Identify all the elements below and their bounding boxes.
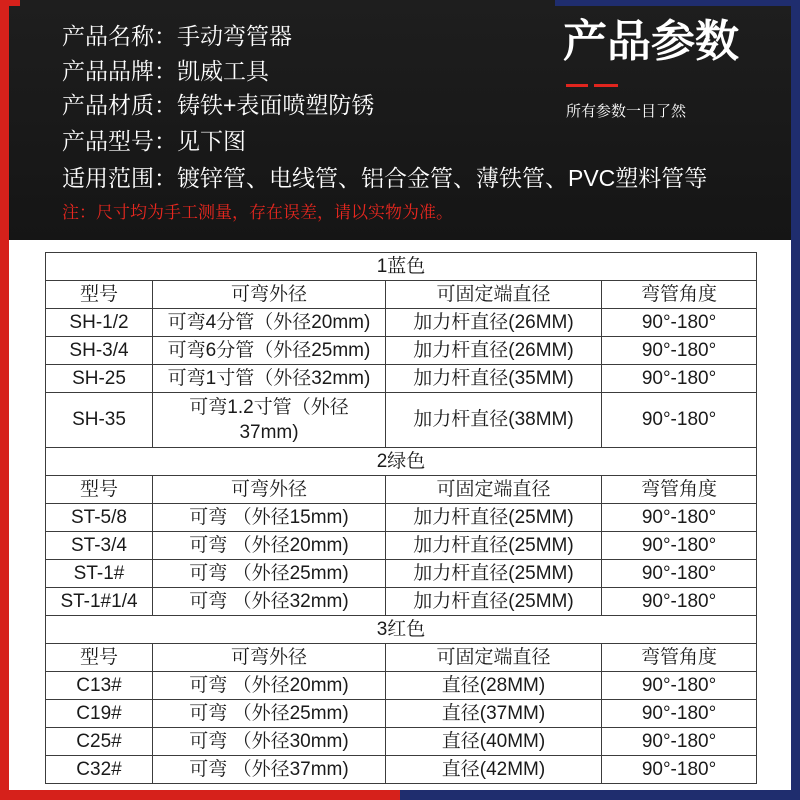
cell-angle: 90°-180° bbox=[602, 756, 757, 784]
col-header-model: 型号 bbox=[46, 281, 153, 309]
col-header-model: 型号 bbox=[46, 476, 153, 504]
cell-bend-od: 可弯4分管（外径20mm) bbox=[153, 309, 386, 337]
col-header-fixed-diameter: 可固定端直径 bbox=[386, 281, 602, 309]
cell-bend-od: 可弯 （外径32mm) bbox=[153, 588, 386, 616]
table-row bbox=[46, 504, 757, 532]
cell-model: ST-3/4 bbox=[46, 532, 153, 560]
cell-bend-od: 可弯 （外径15mm) bbox=[153, 504, 386, 532]
bottom-left-accent-bar bbox=[0, 790, 400, 800]
col-header-angle: 弯管角度 bbox=[602, 476, 757, 504]
cell-bend-od: 可弯 （外径20mm) bbox=[153, 532, 386, 560]
header-row bbox=[46, 644, 757, 672]
cell-model: SH-25 bbox=[46, 365, 153, 393]
cell-angle: 90°-180° bbox=[602, 337, 757, 365]
col-header-fixed-diameter: 可固定端直径 bbox=[386, 644, 602, 672]
cell-angle: 90°-180° bbox=[602, 672, 757, 700]
accent-dash bbox=[594, 84, 618, 87]
section-row-green bbox=[46, 448, 757, 476]
section-heading: 产品参数 bbox=[563, 17, 739, 66]
cell-model: ST-1# bbox=[46, 560, 153, 588]
section-subheading: 所有参数一目了然 bbox=[566, 103, 687, 120]
table-row bbox=[46, 365, 757, 393]
cell-model: SH-35 bbox=[46, 393, 153, 448]
cell-fixed-diameter: 加力杆直径(26MM) bbox=[386, 337, 602, 365]
col-header-fixed-diameter: 可固定端直径 bbox=[386, 476, 602, 504]
cell-bend-od: 可弯1.2寸管（外径 37mm) bbox=[153, 393, 386, 448]
cell-model: C19# bbox=[46, 700, 153, 728]
cell-fixed-diameter: 加力杆直径(35MM) bbox=[386, 365, 602, 393]
accent-dash bbox=[566, 84, 588, 87]
cell-angle: 90°-180° bbox=[602, 588, 757, 616]
cell-model: ST-1#1/4 bbox=[46, 588, 153, 616]
cell-angle: 90°-180° bbox=[602, 700, 757, 728]
cell-bend-od: 可弯6分管（外径25mm) bbox=[153, 337, 386, 365]
table-row bbox=[46, 309, 757, 337]
cell-model: ST-5/8 bbox=[46, 504, 153, 532]
cell-angle: 90°-180° bbox=[602, 532, 757, 560]
right-accent-stripe bbox=[791, 0, 800, 800]
cell-angle: 90°-180° bbox=[602, 728, 757, 756]
table-row bbox=[46, 560, 757, 588]
cell-model: C25# bbox=[46, 728, 153, 756]
left-accent-stripe bbox=[0, 0, 9, 800]
col-header-model: 型号 bbox=[46, 644, 153, 672]
table-row bbox=[46, 728, 757, 756]
col-header-angle: 弯管角度 bbox=[602, 644, 757, 672]
cell-fixed-diameter: 加力杆直径(25MM) bbox=[386, 588, 602, 616]
section-title-blue: 1蓝色 bbox=[46, 253, 757, 281]
header-row bbox=[46, 281, 757, 309]
col-header-bend-od: 可弯外径 bbox=[153, 281, 386, 309]
table-row bbox=[46, 756, 757, 784]
cell-bend-od: 可弯 （外径37mm) bbox=[153, 756, 386, 784]
spec-table bbox=[45, 252, 757, 784]
info-product-model: 产品型号：见下图 bbox=[62, 128, 246, 154]
table-row bbox=[46, 672, 757, 700]
cell-bend-od: 可弯 （外径25mm) bbox=[153, 700, 386, 728]
col-header-angle: 弯管角度 bbox=[602, 281, 757, 309]
top-left-accent-bar bbox=[0, 0, 20, 6]
cell-fixed-diameter: 加力杆直径(26MM) bbox=[386, 309, 602, 337]
section-title-red: 3红色 bbox=[46, 616, 757, 644]
top-right-accent-bar bbox=[555, 0, 800, 6]
cell-angle: 90°-180° bbox=[602, 309, 757, 337]
cell-model: SH-3/4 bbox=[46, 337, 153, 365]
table-row bbox=[46, 588, 757, 616]
col-header-bend-od: 可弯外径 bbox=[153, 476, 386, 504]
cell-fixed-diameter: 直径(37MM) bbox=[386, 700, 602, 728]
section-title-green: 2绿色 bbox=[46, 448, 757, 476]
col-header-bend-od: 可弯外径 bbox=[153, 644, 386, 672]
cell-bend-od: 可弯 （外径20mm) bbox=[153, 672, 386, 700]
cell-fixed-diameter: 直径(40MM) bbox=[386, 728, 602, 756]
cell-angle: 90°-180° bbox=[602, 365, 757, 393]
cell-fixed-diameter: 加力杆直径(38MM) bbox=[386, 393, 602, 448]
info-product-material: 产品材质：铸铁+表面喷塑防锈 bbox=[62, 92, 375, 118]
cell-bend-od: 可弯1寸管（外径32mm) bbox=[153, 365, 386, 393]
cell-angle: 90°-180° bbox=[602, 560, 757, 588]
cell-angle: 90°-180° bbox=[602, 393, 757, 448]
cell-model: SH-1/2 bbox=[46, 309, 153, 337]
cell-fixed-diameter: 直径(42MM) bbox=[386, 756, 602, 784]
table-row bbox=[46, 700, 757, 728]
measurement-note: 注：尺寸均为手工测量，存在误差，请以实物为准。 bbox=[62, 203, 453, 222]
cell-bend-od: 可弯 （外径30mm) bbox=[153, 728, 386, 756]
info-product-brand: 产品品牌：凯威工具 bbox=[62, 58, 269, 84]
section-row-red bbox=[46, 616, 757, 644]
table-row bbox=[46, 393, 757, 448]
cell-model: C13# bbox=[46, 672, 153, 700]
section-row-blue bbox=[46, 253, 757, 281]
header-row bbox=[46, 476, 757, 504]
cell-fixed-diameter: 加力杆直径(25MM) bbox=[386, 532, 602, 560]
bottom-right-accent-bar bbox=[400, 790, 800, 800]
table-row bbox=[46, 532, 757, 560]
cell-bend-od: 可弯 （外径25mm) bbox=[153, 560, 386, 588]
info-product-name: 产品名称：手动弯管器 bbox=[62, 23, 292, 49]
cell-fixed-diameter: 加力杆直径(25MM) bbox=[386, 504, 602, 532]
cell-fixed-diameter: 加力杆直径(25MM) bbox=[386, 560, 602, 588]
cell-angle: 90°-180° bbox=[602, 504, 757, 532]
table-row bbox=[46, 337, 757, 365]
cell-fixed-diameter: 直径(28MM) bbox=[386, 672, 602, 700]
cell-model: C32# bbox=[46, 756, 153, 784]
info-application-scope: 适用范围：镀锌管、电线管、铝合金管、薄铁管、PVC塑料管等 bbox=[62, 165, 708, 191]
